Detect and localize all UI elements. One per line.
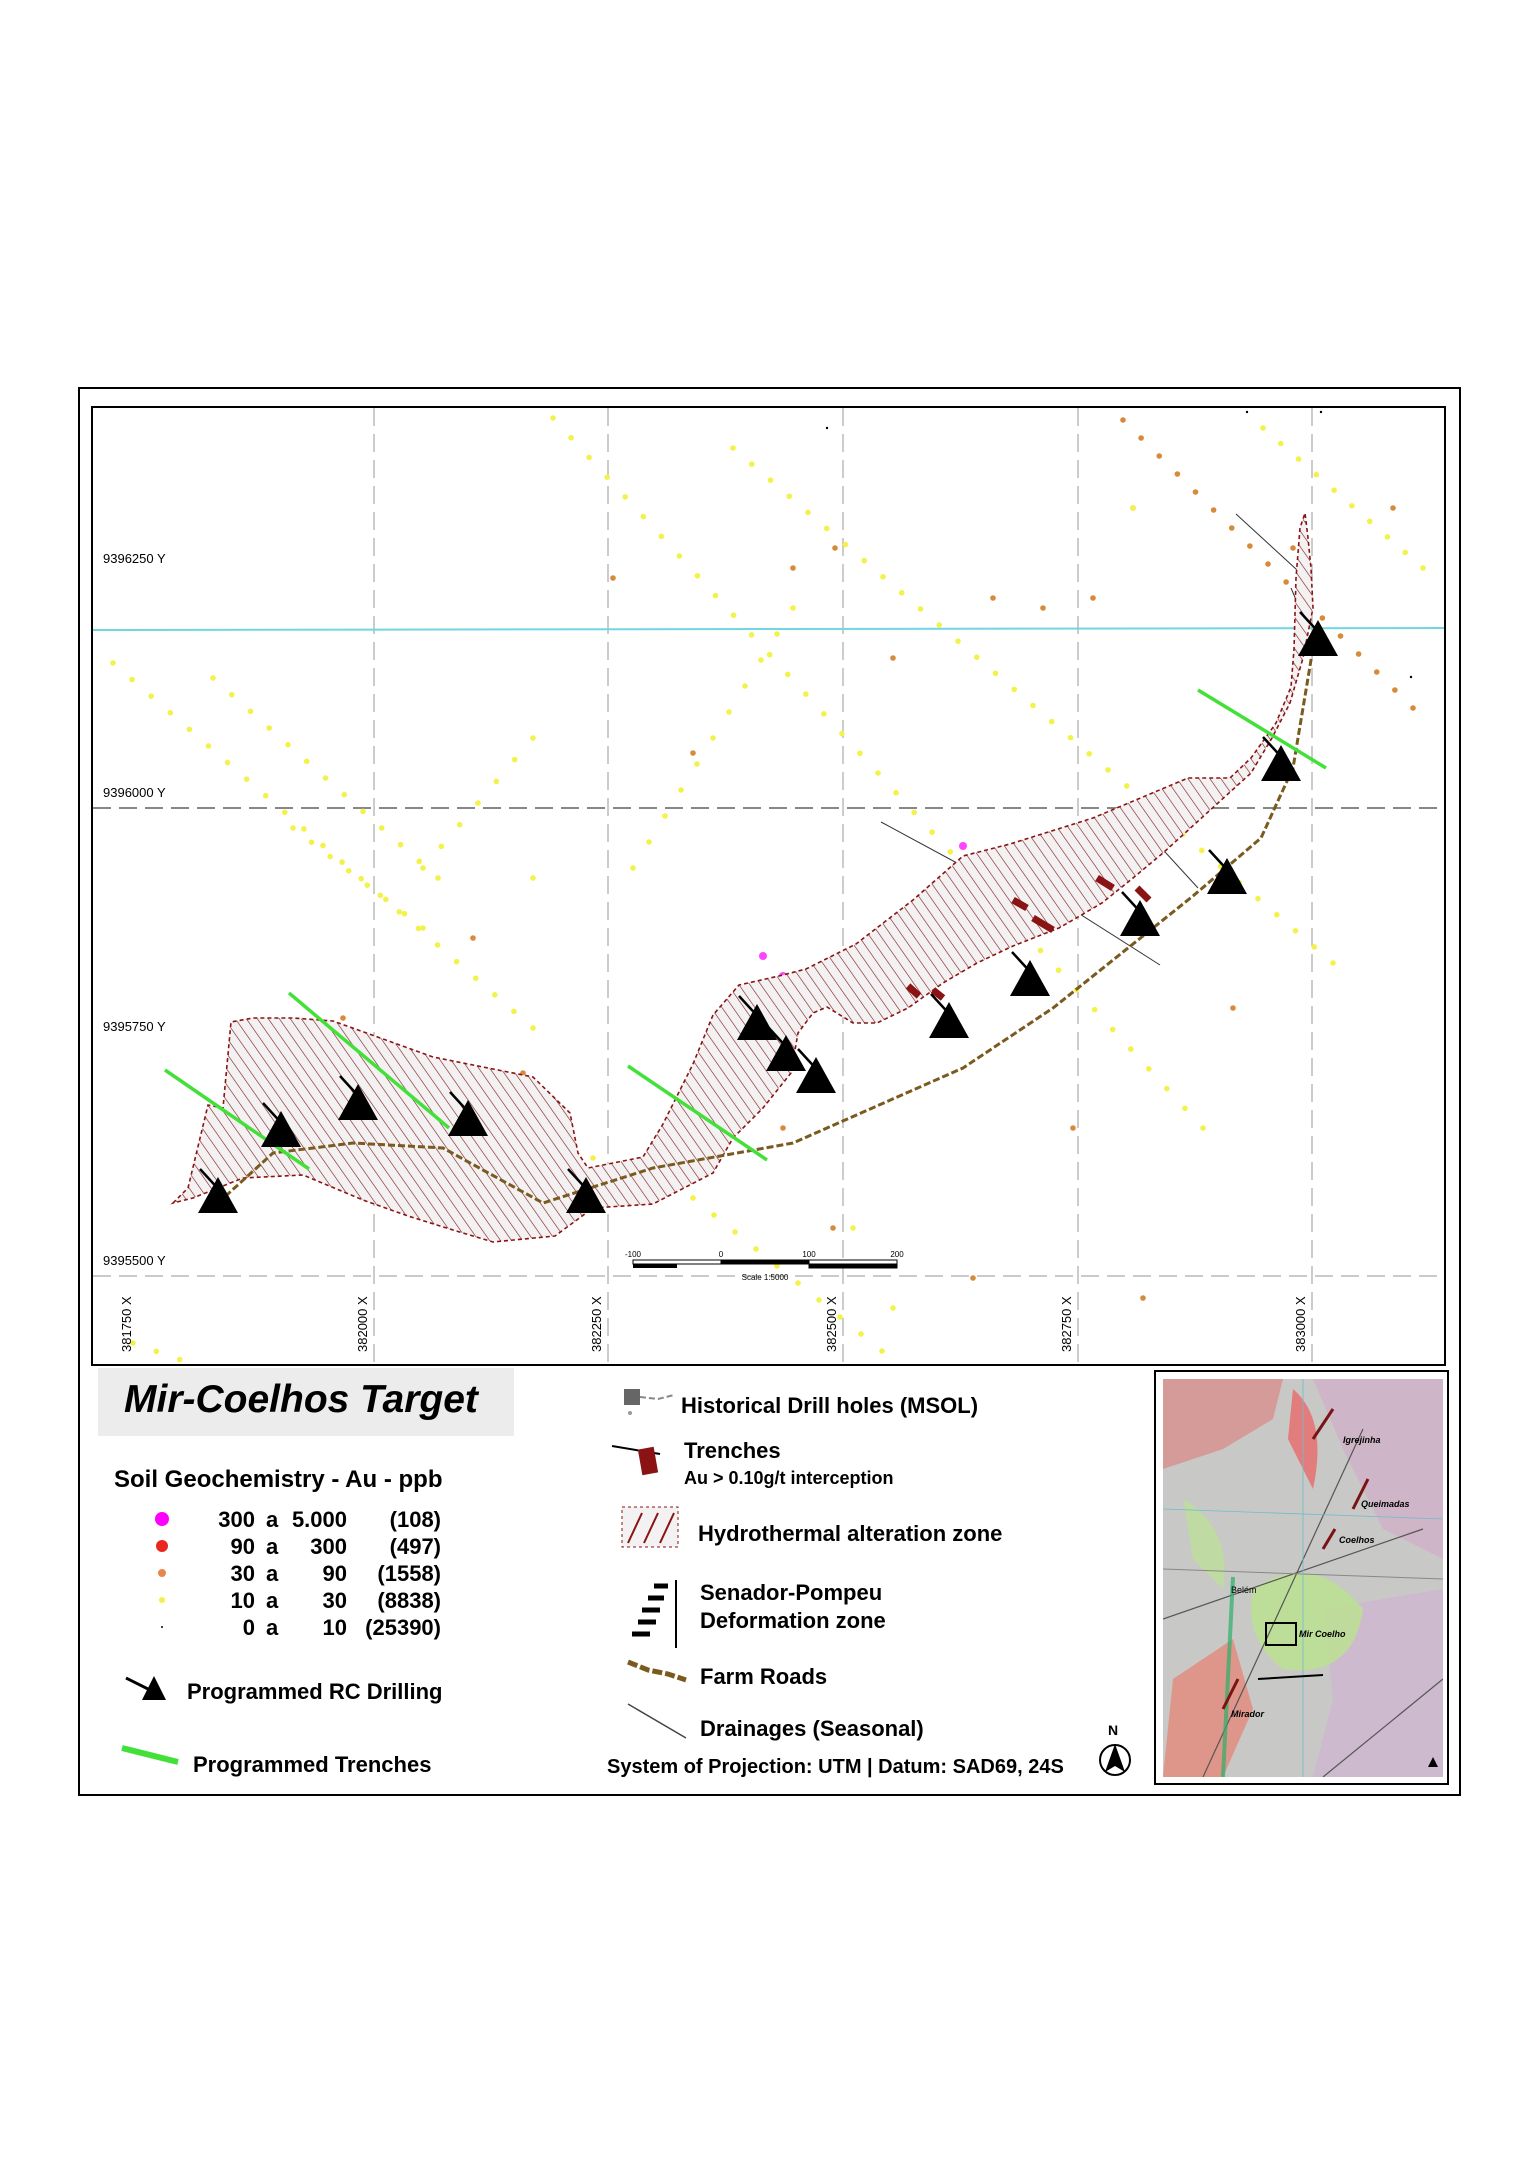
soil-sample-dot: [604, 474, 610, 480]
soil-sample-dot: [550, 415, 556, 421]
soil-sample-dot: [1056, 967, 1062, 973]
soil-sample-dot: [177, 1357, 183, 1363]
scale-bar-tick-label: -100: [624, 1250, 642, 1259]
au-trench-label: Trenches: [684, 1438, 781, 1463]
soil-sample-dot: [974, 654, 980, 660]
soil-legend-to: 90: [322, 1561, 347, 1586]
inset-map-canvas: [1163, 1379, 1443, 1777]
inset-label-belem: Belém: [1231, 1585, 1257, 1595]
soil-sample-dot: [290, 825, 296, 831]
soil-sample-dot: [1156, 453, 1162, 459]
soil-sample-dot: [768, 477, 774, 483]
soil-sample-dot: [1182, 1105, 1188, 1111]
soil-legend-from: 300: [218, 1507, 255, 1532]
soil-sample-dot-low: [1410, 676, 1412, 678]
soil-sample-dot: [731, 612, 737, 618]
soil-sample-dot: [435, 875, 441, 881]
soil-sample-dot: [266, 725, 272, 731]
rc-drill-icon: [929, 1002, 969, 1038]
soil-sample-dot: [309, 839, 315, 845]
soil-sample-dot: [1293, 928, 1299, 934]
inset-label-coelhos: Coelhos: [1339, 1535, 1375, 1545]
soil-sample-dot: [678, 787, 684, 793]
au-trench-icon: [606, 1438, 666, 1478]
soil-sample-dot: [248, 709, 254, 715]
soil-sample-dot: [843, 542, 849, 548]
north-label: N: [1108, 1722, 1119, 1738]
rc-drilling-legend-label: Programmed RC Drilling: [187, 1679, 443, 1704]
drainages: [93, 514, 1446, 965]
soil-sample-dot: [790, 605, 796, 611]
soil-sample-dot: [454, 959, 460, 965]
soil-sample-dot: [346, 868, 352, 874]
soil-sample-dot: [790, 565, 796, 571]
soil-sample-dot: [341, 792, 347, 798]
soil-sample-dot: [530, 735, 536, 741]
x-label-382750: 382750 X: [1059, 1296, 1074, 1352]
soil-sample-dot: [244, 776, 250, 782]
soil-sample-dot: [900, 1365, 906, 1366]
soil-sample-dot: [1278, 441, 1284, 447]
soil-sample-dot: [200, 1365, 206, 1366]
soil-sample-dot: [320, 843, 326, 849]
inset-label-mir-coelho: Mir Coelho: [1299, 1629, 1346, 1639]
soil-sample-dot: [301, 826, 307, 832]
soil-sample-dot: [1367, 519, 1373, 525]
map-canvas[interactable]: [93, 408, 1446, 1366]
soil-sample-dot: [861, 558, 867, 564]
soil-sample-dot: [339, 859, 345, 865]
soil-legend-sep: a: [266, 1507, 279, 1532]
soil-sample-dot: [1260, 425, 1266, 431]
soil-sample-dot: [893, 790, 899, 796]
soil-sample-dot: [816, 1297, 822, 1303]
soil-sample-dot: [1283, 579, 1289, 585]
soil-sample-dot: [1200, 1125, 1206, 1131]
soil-sample-dot: [492, 992, 498, 998]
soil-sample-dot: [360, 809, 366, 815]
inset-label-queimadas: Queimadas: [1361, 1499, 1410, 1509]
soil-sample-dot: [1038, 948, 1044, 954]
soil-sample-dot: [1090, 595, 1096, 601]
soil-legend-title: Soil Geochemistry - Au - ppb: [114, 1466, 443, 1493]
soil-sample-dot: [955, 638, 961, 644]
soil-sample-dot: [929, 829, 935, 835]
soil-sample-dot: [1068, 735, 1074, 741]
x-label-383000: 383000 X: [1293, 1296, 1308, 1352]
soil-sample-dot: [880, 574, 886, 580]
soil-legend-count: (108): [389, 1507, 441, 1532]
soil-legend-dot: [161, 1626, 163, 1628]
drainage-cyan-line: [93, 628, 1446, 630]
soil-sample-dot: [947, 849, 953, 855]
soil-sample-dot: [899, 590, 905, 596]
soil-sample-dot: [1356, 651, 1362, 657]
soil-sample-dot: [263, 793, 269, 799]
soil-legend-to: 5.000: [291, 1507, 347, 1532]
soil-sample-dot: [824, 526, 830, 532]
soil-sample-dot: [821, 711, 827, 717]
soil-legend-to: 30: [322, 1588, 347, 1613]
x-label-382000: 382000 X: [355, 1296, 370, 1352]
soil-sample-dot: [767, 652, 773, 658]
soil-legend-sep: a: [266, 1561, 279, 1586]
soil-sample-dot: [1410, 705, 1416, 711]
scale-bar-segment: [633, 1264, 677, 1268]
soil-sample-dot: [795, 1280, 801, 1286]
soil-sample-dot: [1146, 1066, 1152, 1072]
soil-sample-dot: [1128, 1046, 1134, 1052]
soil-sample-dot: [710, 735, 716, 741]
soil-sample-dot: [1330, 960, 1336, 966]
soil-sample-dot: [780, 1125, 786, 1131]
inset-label-mirador: Mirador: [1231, 1709, 1265, 1719]
rc-drill-icon: [1120, 900, 1160, 936]
soil-sample-dot: [803, 691, 809, 697]
soil-sample-dot: [129, 677, 135, 683]
rc-drill-triangle: [929, 994, 969, 1038]
soil-sample-dot: [1040, 605, 1046, 611]
soil-sample-dot: [420, 865, 426, 871]
soil-sample-dot: [749, 632, 755, 638]
soil-sample-dot: [1193, 489, 1199, 495]
soil-legend-sep: a: [266, 1588, 279, 1613]
drainage-label: Drainages (Seasonal): [700, 1716, 924, 1741]
soil-sample-dot: [839, 731, 845, 737]
soil-sample-dot: [630, 865, 636, 871]
x-label-382250: 382250 X: [589, 1296, 604, 1352]
soil-sample-dot: [677, 553, 683, 559]
soil-sample-dot: [993, 671, 999, 677]
soil-sample-dot: [805, 510, 811, 516]
soil-sample-dot: [323, 775, 329, 781]
soil-sample-dot: [857, 750, 863, 756]
soil-sample-dot: [690, 750, 696, 756]
soil-sample-dot: [730, 445, 736, 451]
soil-sample-dot: [377, 892, 383, 898]
soil-sample-dot: [340, 1015, 346, 1021]
rc-drill-triangle: [1120, 892, 1160, 936]
north-arrow-icon: [1097, 1738, 1133, 1778]
soil-sample-dot: [690, 1195, 696, 1201]
x-label-382500: 382500 X: [824, 1296, 839, 1352]
soil-legend-from: 0: [242, 1615, 255, 1640]
soil-sample-dot: [530, 875, 536, 881]
soil-legend-to: 10: [322, 1615, 347, 1640]
soil-sample-dot-low: [826, 427, 828, 429]
scale-bar-label: Scale 1:5000: [741, 1273, 789, 1282]
soil-sample-dot: [530, 1025, 536, 1031]
soil-sample-dot: [850, 1225, 856, 1231]
soil-sample-dot: [970, 1275, 976, 1281]
soil-sample-dot: [911, 810, 917, 816]
soil-sample-dot: [1110, 1027, 1116, 1033]
scale-bar-tick-label: 200: [890, 1250, 904, 1259]
soil-sample-dot: [830, 1225, 836, 1231]
soil-sample-dot: [695, 573, 701, 579]
map-title: Mir-Coelhos Target: [124, 1378, 478, 1421]
programmed-trench: [1198, 690, 1326, 768]
scale-bar-segment: [633, 1260, 721, 1264]
soil-sample-dot: [1290, 545, 1296, 551]
soil-sample-dot: [1392, 687, 1398, 693]
soil-sample-dot: [282, 810, 288, 816]
drainage-icon: [624, 1700, 690, 1742]
alteration-zone-polygon: [173, 513, 1313, 1242]
soil-legend-sep: a: [266, 1534, 279, 1559]
soil-sample-dot: [1229, 525, 1235, 531]
farm-road-label: Farm Roads: [700, 1664, 828, 1689]
soil-sample-dot: [206, 743, 212, 749]
soil-sample-dot: [1265, 561, 1271, 567]
soil-sample-dot: [1296, 456, 1302, 462]
soil-sample-dot: [1338, 633, 1344, 639]
rc-drill-icon: [1207, 858, 1247, 894]
soil-sample-dot: [832, 545, 838, 551]
soil-sample-dot: [694, 761, 700, 767]
soil-sample-dot: [1105, 767, 1111, 773]
soil-sample-dot: [1274, 912, 1280, 918]
soil-sample-dot: [402, 911, 408, 917]
soil-sample-dot: [1247, 543, 1253, 549]
north-arrow: [1095, 1722, 1135, 1782]
soil-sample-dot: [1230, 1005, 1236, 1011]
soil-sample-dot-low: [1320, 411, 1322, 413]
soil-sample-dot: [110, 660, 116, 666]
soil-sample-dot: [304, 759, 310, 765]
soil-sample-dot: [1120, 417, 1126, 423]
soil-legend-from: 30: [230, 1561, 255, 1586]
soil-sample-dot: [590, 1155, 596, 1161]
soil-sample-dot: [640, 514, 646, 520]
rc-drill-triangle: [1010, 952, 1050, 996]
historical-drill-label: Historical Drill holes (MSOL): [681, 1393, 979, 1418]
y-label-9396000: 9396000 Y: [103, 785, 166, 800]
soil-sample-dot: [774, 631, 780, 637]
rc-drilling-legend-icon: [118, 1662, 178, 1702]
soil-legend-from: 10: [230, 1588, 255, 1613]
soil-legend-dot: [158, 1569, 166, 1577]
soil-sample-dot: [586, 455, 592, 461]
scale-bar-segment: [721, 1260, 809, 1264]
soil-sample-dot-low: [1246, 411, 1248, 413]
deformation-zone-icon: [626, 1576, 682, 1652]
y-label-9395500: 9395500 Y: [103, 1253, 166, 1268]
soil-sample-dot: [646, 839, 652, 845]
soil-sample-dot: [785, 672, 791, 678]
soil-sample-dot: [154, 1349, 160, 1355]
soil-sample-dot: [1164, 1086, 1170, 1092]
soil-sample-dot: [568, 435, 574, 441]
soil-sample-dot: [1211, 507, 1217, 513]
soil-sample-dot: [167, 710, 173, 716]
soil-sample-dot: [1175, 471, 1181, 477]
soil-sample-dot: [786, 493, 792, 499]
soil-sample-dot: [1124, 783, 1130, 789]
soil-sample-dot: [1030, 703, 1036, 709]
soil-sample-dot: [1140, 1295, 1146, 1301]
soil-sample-dot: [511, 1009, 517, 1015]
soil-sample-dot: [383, 897, 389, 903]
inset-label-igrejinha: Igrejinha: [1343, 1435, 1381, 1445]
soil-sample-dot: [229, 692, 235, 698]
alteration-zone-label: Hydrothermal alteration zone: [698, 1521, 1003, 1546]
soil-sample-dot: [622, 494, 628, 500]
soil-legend-to: 300: [310, 1534, 347, 1559]
soil-sample-dot: [875, 770, 881, 776]
y-label-9396250: 9396250 Y: [103, 551, 166, 566]
soil-sample-dot: [1070, 1125, 1076, 1131]
soil-sample-dot: [327, 854, 333, 860]
scale-bar-segment: [809, 1264, 897, 1268]
soil-sample-dot: [1385, 534, 1391, 540]
soil-sample-dot: [439, 844, 445, 850]
soil-sample-dot: [416, 859, 422, 865]
soil-sample-dot: [1349, 503, 1355, 509]
soil-sample-dot: [1420, 565, 1426, 571]
map-panel[interactable]: [91, 406, 1446, 1366]
rc-drill-icon: [796, 1057, 836, 1093]
y-label-9395750: 9395750 Y: [103, 1019, 166, 1034]
soil-sample-dot: [1331, 487, 1337, 493]
soil-legend-count: (25390): [365, 1615, 441, 1640]
trench-legend-label: Programmed Trenches: [193, 1752, 432, 1777]
soil-sample-dot: [726, 709, 732, 715]
soil-sample-dot: [858, 1331, 864, 1337]
scale-bar: [625, 1250, 904, 1282]
soil-sample-dot: [285, 742, 291, 748]
soil-sample-dot: [1374, 669, 1380, 675]
soil-sample-dot-high: [959, 842, 967, 850]
soil-sample-dot: [1314, 472, 1320, 478]
soil-sample-dot: [1011, 687, 1017, 693]
soil-legend-count: (497): [389, 1534, 441, 1559]
soil-sample-dot: [1402, 550, 1408, 556]
soil-sample-dot: [187, 727, 193, 733]
soil-sample-dot: [918, 606, 924, 612]
soil-sample-dot: [753, 1246, 759, 1252]
soil-sample-dot: [364, 882, 370, 888]
trench-legend-icon: [118, 1740, 182, 1770]
soil-sample-dot: [713, 593, 719, 599]
soil-legend-count: (8838): [377, 1588, 441, 1613]
soil-sample-dot: [758, 657, 764, 663]
soil-sample-dot: [420, 925, 426, 931]
soil-legend-dot: [155, 1512, 169, 1526]
au-trench-sublabel: Au > 0.10g/t interception: [684, 1468, 894, 1488]
soil-sample-dot: [475, 800, 481, 806]
soil-sample-dot: [494, 779, 500, 785]
soil-sample-dot: [512, 757, 518, 763]
deformation-zone-label-1: Senador-Pompeu: [700, 1580, 883, 1605]
soil-sample-dot: [470, 935, 476, 941]
scale-bar-tick-label: 100: [802, 1250, 816, 1259]
soil-sample-dot: [225, 760, 231, 766]
soil-sample-dot: [742, 683, 748, 689]
soil-sample-dot: [659, 534, 665, 540]
soil-sample-dot: [1311, 944, 1317, 950]
alteration-zone-icon: [620, 1505, 682, 1551]
soil-sample-dot: [610, 575, 616, 581]
soil-sample-dot: [990, 595, 996, 601]
deformation-zone-label-2: Deformation zone: [700, 1608, 886, 1633]
location-inset-map[interactable]: [1163, 1379, 1443, 1777]
soil-sample-dot: [1390, 505, 1396, 511]
soil-legend-dot: [156, 1540, 168, 1552]
soil-legend-count: (1558): [377, 1561, 441, 1586]
soil-sample-dot: [1320, 615, 1326, 621]
soil-sample-dot: [1049, 719, 1055, 725]
soil-sample-dot: [732, 1229, 738, 1235]
alteration-zone: [173, 513, 1313, 1242]
soil-sample-dot: [1092, 1007, 1098, 1013]
soil-sample-dot: [210, 675, 216, 681]
soil-legend-from: 90: [230, 1534, 255, 1559]
soil-sample-dot: [148, 693, 154, 699]
soil-sample-dot: [1255, 896, 1261, 902]
soil-sample-dot: [890, 1305, 896, 1311]
soil-sample-dot: [711, 1212, 717, 1218]
soil-sample-dot: [473, 975, 479, 981]
soil-sample-dot: [435, 942, 441, 948]
soil-sample-dot: [879, 1348, 885, 1354]
scale-bar-tick-label: 0: [718, 1250, 724, 1259]
soil-sample-dot: [398, 842, 404, 848]
soil-legend-dot: [159, 1597, 165, 1603]
soil-sample-dot: [1138, 435, 1144, 441]
scale-bar-segment: [809, 1260, 897, 1264]
au-trench-segment: [1137, 888, 1149, 900]
soil-sample-dot: [379, 825, 385, 831]
soil-sample-dot: [749, 461, 755, 467]
projection-text: System of Projection: UTM | Datum: SAD69, 24S: [607, 1756, 1064, 1778]
farm-road-icon: [624, 1656, 690, 1686]
soil-sample-dot: [1199, 848, 1205, 854]
soil-sample-dot: [1130, 505, 1136, 511]
soil-legend-sep: a: [266, 1615, 279, 1640]
rc-drill-icon: [1010, 960, 1050, 996]
soil-sample-dot-high: [759, 952, 767, 960]
soil-sample-dot: [662, 813, 668, 819]
soil-sample-dot: [890, 655, 896, 661]
soil-sample-dot: [1086, 751, 1092, 757]
soil-sample-dot: [457, 822, 463, 828]
soil-sample-dot: [397, 909, 403, 915]
soil-sample-dot: [358, 876, 364, 882]
soil-sample-dot: [936, 622, 942, 628]
historical-drill-icon: [620, 1385, 680, 1419]
x-label-381750: 381750 X: [119, 1296, 134, 1352]
